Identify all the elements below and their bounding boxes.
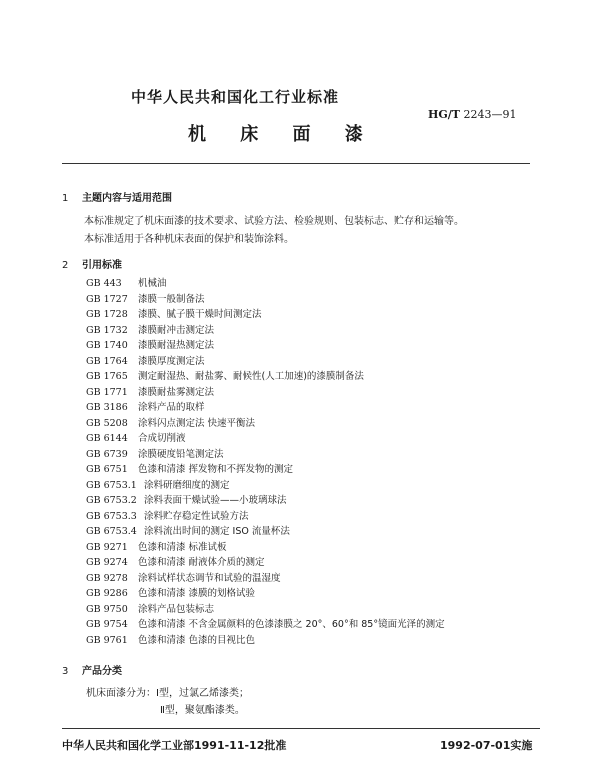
reference-item — [86, 292, 445, 308]
reference-code: GB 6753.4 — [86, 526, 137, 537]
reference-title: 涂料产品的取样 — [138, 402, 205, 413]
reference-item — [86, 462, 445, 478]
document-title: 机 床 面 漆 — [188, 124, 371, 145]
reference-code: GB 9278 — [86, 572, 128, 584]
reference-title: 测定耐湿热、耐盐雾、耐候性(人工加速)的漆膜制备法 — [138, 371, 364, 382]
header-divider — [62, 163, 530, 164]
section-1-number: 1 — [62, 193, 69, 204]
standard-code-prefix: HG/T — [428, 108, 460, 121]
reference-item — [86, 338, 445, 354]
section-2-number: 2 — [62, 260, 69, 271]
reference-item — [86, 447, 445, 463]
reference-code: GB 6739 — [86, 448, 128, 460]
reference-code: GB 1732 — [86, 324, 128, 336]
reference-item — [86, 524, 445, 540]
reference-code: GB 6751 — [86, 464, 128, 475]
reference-title: 色漆和清漆 色漆的目视比色 — [138, 634, 256, 646]
reference-code: GB 1764 — [86, 355, 128, 367]
reference-title: 合成切削液 — [138, 433, 186, 444]
reference-title: 涂料试样状态调节和试验的温湿度 — [138, 572, 281, 584]
reference-item — [86, 323, 445, 339]
reference-item — [86, 586, 445, 602]
footer-divider — [62, 728, 540, 729]
reference-item — [86, 385, 445, 401]
reference-item — [86, 416, 445, 432]
section-1-paragraph-2: 本标准适用于各种机床表面的保护和装饰涂料。 — [84, 234, 294, 245]
implementation-date: 1992-07-01实施 — [440, 739, 533, 752]
reference-title: 漆膜厚度测定法 — [138, 355, 205, 367]
reference-title: 涂料研磨细度的测定 — [144, 479, 230, 491]
reference-title: 涂料贮存稳定性试验方法 — [144, 510, 249, 522]
reference-item — [86, 617, 445, 633]
reference-title: 漆膜一般制备法 — [138, 293, 205, 305]
section-3-paragraph-2: Ⅱ型，聚氨酯漆类。 — [160, 705, 245, 716]
section-2-heading — [62, 256, 122, 271]
section-2-title: 引用标准 — [82, 260, 122, 271]
standard-category-title: 中华人民共和国化工行业标准 — [131, 88, 340, 106]
section-3-heading — [62, 662, 122, 677]
section-3-title: 产品分类 — [82, 666, 122, 677]
reference-title: 涂料闪点测定法 快速平衡法 — [138, 417, 256, 429]
standard-code-number: 2243—91 — [463, 108, 517, 121]
reference-title: 机械油 — [138, 278, 167, 289]
reference-code: GB 6753.2 — [86, 495, 137, 506]
reference-title: 涂膜硬度铅笔测定法 — [138, 448, 224, 460]
reference-code: GB 1740 — [86, 340, 128, 351]
reference-title: 色漆和清漆 挥发物和不挥发物的测定 — [138, 464, 294, 475]
reference-item — [86, 602, 445, 618]
reference-code: GB 9286 — [86, 588, 128, 599]
approval-line: 中华人民共和国化学工业部1991-11-12批准 — [62, 739, 287, 752]
reference-item — [86, 571, 445, 587]
reference-code: GB 9274 — [86, 557, 128, 568]
reference-code: GB 3186 — [86, 402, 128, 413]
reference-code: GB 9754 — [86, 619, 128, 630]
reference-title: 色漆和清漆 标准试板 — [138, 541, 227, 553]
section-1-title: 主题内容与适用范围 — [82, 193, 172, 204]
reference-title: 漆膜耐冲击测定法 — [138, 324, 215, 336]
reference-code: GB 443 — [86, 278, 122, 289]
reference-item — [86, 633, 445, 649]
reference-code: GB 1765 — [86, 371, 128, 382]
standard-code — [428, 108, 517, 121]
reference-title: 色漆和清漆 耐液体介质的测定 — [138, 557, 265, 568]
section-3-number: 3 — [62, 666, 69, 677]
reference-item — [86, 307, 445, 323]
reference-code: GB 1771 — [86, 386, 128, 398]
reference-code: GB 6753.1 — [86, 479, 137, 491]
reference-code: GB 9271 — [86, 541, 128, 553]
reference-item — [86, 431, 445, 447]
reference-item — [86, 400, 445, 416]
reference-item — [86, 540, 445, 556]
reference-title: 涂料产品包装标志 — [138, 603, 215, 615]
reference-code: GB 6753.3 — [86, 510, 137, 522]
reference-item — [86, 354, 445, 370]
section-3-paragraph-1: 机床面漆分为：Ⅰ型，过氯乙烯漆类； — [86, 688, 249, 699]
reference-title: 涂料流出时间的测定 ISO 流量杯法 — [144, 526, 290, 537]
reference-title: 漆膜耐湿热测定法 — [138, 340, 215, 351]
reference-list — [86, 276, 445, 648]
section-1-paragraph-1: 本标准规定了机床面漆的技术要求、试验方法、检验规则、包装标志、贮存和运输等。 — [84, 216, 464, 227]
reference-item — [86, 493, 445, 509]
reference-code: GB 5208 — [86, 417, 128, 429]
reference-item — [86, 509, 445, 525]
reference-item — [86, 276, 445, 292]
reference-item — [86, 555, 445, 571]
reference-code: GB 9750 — [86, 603, 128, 615]
reference-item — [86, 478, 445, 494]
reference-code: GB 1728 — [86, 309, 128, 320]
section-1-heading — [62, 189, 172, 204]
reference-title: 漆膜耐盐雾测定法 — [138, 386, 215, 398]
reference-title: 色漆和清漆 不含金属颜料的色漆漆膜之 20°、60°和 85°镜面光泽的测定 — [138, 619, 445, 630]
reference-code: GB 1727 — [86, 293, 128, 305]
reference-code: GB 9761 — [86, 634, 128, 646]
reference-title: 色漆和清漆 漆膜的划格试验 — [138, 588, 256, 599]
reference-code: GB 6144 — [86, 433, 128, 444]
reference-title: 漆膜、腻子膜干燥时间测定法 — [138, 309, 262, 320]
reference-title: 涂料表面干燥试验——小玻璃球法 — [144, 495, 287, 506]
reference-item — [86, 369, 445, 385]
